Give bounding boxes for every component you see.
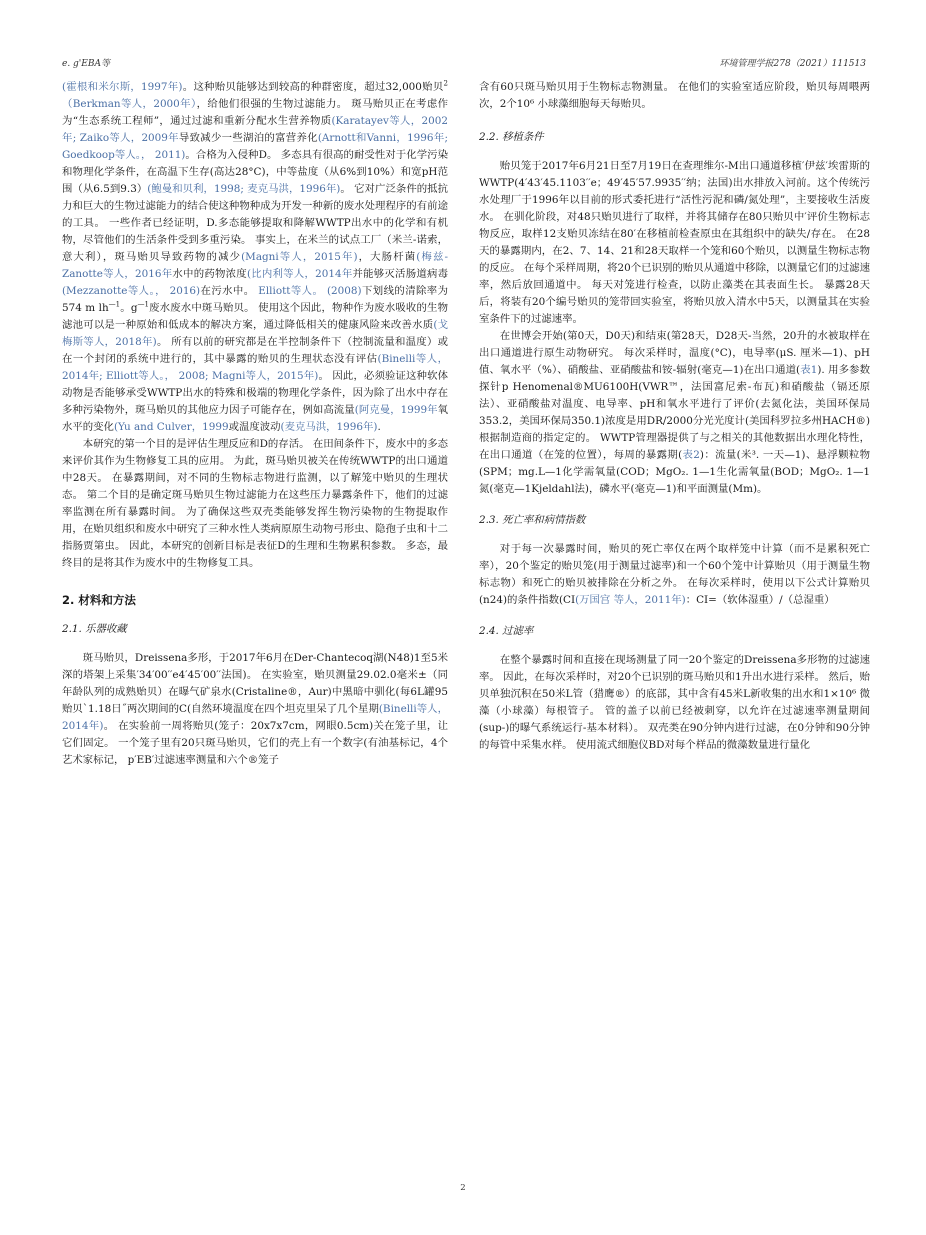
citation-link[interactable]: (Yu and Culver，1999 bbox=[113, 421, 229, 433]
citation-link[interactable]: (麦克马洪，1996年) bbox=[280, 421, 378, 433]
citation-link[interactable]: (阿克曼，1999年 bbox=[354, 404, 438, 416]
methods-paragraph-filtration: 在整个暴露时间和直接在现场测量了同一20个鉴定的Dreissena多形物的过滤速率。 因此，在每次采样时，对20个已识别的斑马贻贝和1升出水进行采样。 然后，贻贝单独沉积在50米L管（猎鹰®）的底部，其中含有45米L新收集的出水和1×10⁶ 微藻（小球藻）每根管子。 管的盖子以前已经被刺穿，以允许在过滤速率测量期间(sup-)的曝气系统运行-基本材料）。 双壳类在90分钟内进行过滤，在0分钟和90分钟的每管中采集水样。 使用流式细胞仪BD对每个样品的微藻数量进行量化 bbox=[479, 654, 870, 751]
text-run: 水中的药物浓度 bbox=[172, 268, 247, 280]
citation-link[interactable]: (Binelli等人，2014年) bbox=[62, 703, 448, 732]
subsection-heading-2-2: 2.2. 移植条件 bbox=[479, 131, 544, 143]
intro-paragraph-1 bbox=[62, 79, 448, 436]
superscript: —1 bbox=[108, 300, 121, 309]
text-run: ，给他们很强的生物过滤能力。 斑马贻贝正在考虑作为“生态系统工程师”，通过过滤和重新分配水生营养物质 bbox=[62, 98, 448, 127]
left-column bbox=[62, 79, 448, 769]
text-run: ). 用多参数探针p Henomenal®MU6100H(VWR™，法国富尼索-布瓦)和硝酸盐（镉还原法）、亚硝酸盐对温度、电导率、pH和氧水平进行了评价(去氮化法，美国环保局353.2，美国环保局350.1)浓度是用DR/2000分光光度计(美国科罗拉多州HACH®)根据制造商的指定定的。 WWTP管理器提供了与之相关的其他数据出水理化特性，在出口通道（在笼的位置），每周的暴露期( bbox=[479, 364, 870, 461]
subsection-heading-2-1: 2.1. 乐器收藏 bbox=[62, 623, 127, 635]
citation-link[interactable]: Elliott等人。 (2008) bbox=[258, 285, 362, 297]
text-run: 。 所有以前的研究都是在半控制条件下（控制流量和温度）或在一个封闭的系统中进行的，其中暴露的贻贝的生理状态没有评估 bbox=[62, 336, 448, 365]
text-run: 在污水中。 bbox=[200, 285, 259, 297]
subsection-heading-2-4: 2.4. 过滤率 bbox=[479, 625, 534, 637]
citation-link[interactable]: (霍根和米尔斯，1997年) bbox=[62, 81, 183, 93]
section-heading-materials-methods: 2. 材料和方法 bbox=[62, 593, 136, 607]
text-run: 氧水平的变化 bbox=[62, 404, 449, 433]
text-run: ：CI=（软体湿重）/（总湿重） bbox=[685, 594, 835, 606]
citation-link[interactable]: (梅兹-Zanotte等人，2016年 bbox=[62, 251, 448, 280]
text-run: . bbox=[377, 421, 381, 433]
methods-paragraph-mortality bbox=[479, 541, 870, 609]
page-number: 2 bbox=[460, 1183, 466, 1193]
citation-link[interactable]: (鲍曼和贝利，1998; 麦克马洪，1996年) bbox=[147, 183, 341, 195]
text-run: 废水废水中斑马贻贝。 使用这个因此，物种作为废水吸收的生物滤池可以是一种原始和低成本的解决方案，通过降低相关的健康风险来改善水质 bbox=[62, 302, 448, 331]
superscript: 2 bbox=[443, 79, 448, 88]
running-header-journal: 环境管理学报278（2021）111513 bbox=[719, 59, 866, 69]
text-run: 对于每一次暴露时间，贻贝的死亡率仅在两个取样笼中计算（而不是累积死亡率），20个鉴定的贻贝笼(用于测量过滤率)和一个60个笼中计算贻贝（用于测量生物标志物）和死亡的贻贝被排除在分析之外。 在每次采样时，使用以下公式计算贻贝(n24)的条件指数(CI bbox=[479, 543, 870, 606]
text-run: 或温度波动 bbox=[228, 421, 281, 433]
right-column bbox=[479, 79, 870, 754]
citation-link[interactable]: (Arnott和Vanni，1996年; Goedkoop等人。， 2011) bbox=[62, 132, 449, 161]
text-run: 。 因此，必须验证这种软体动物是否能够承受WWTP出水的特殊和极端的物理化学条件，因为除了出水中存在多种污染物外，斑马贻贝的其他应力因子可能存在，例如高流量 bbox=[62, 370, 448, 416]
text-run: 并能够灭活肠道病毒 bbox=[352, 268, 449, 280]
citation-link[interactable]: (Karatayev等人，2002年; Zaiko等人，2009年 bbox=[62, 115, 448, 144]
citation-link[interactable]: (比内利等人，2014年 bbox=[246, 268, 353, 280]
text-run: 。 在实验前一周将贻贝(笼子：20x7x7cm，网眼0.5cm)关在笼子里，让它们固定。 一个笼子里有20只斑马贻贝，它们的壳上有一个数字(有油基标记，4个艺术家标记， p′EB′过滤速率测量和六个®笼子 bbox=[62, 720, 448, 766]
citation-link[interactable]: (万国宫 等人，2011年) bbox=[575, 594, 686, 606]
text-run: )：流量(米³. 一天—1)、悬浮颗粒物(SPM；mg.L—1化学需氧量(COD；MgO₂. 1—1生化需氧量(BOD；MgO₂. 1—1氮(毫克—1Kjeldahl法)，磷水平(毫克—1)和平面测量(Mm)。 bbox=[479, 449, 870, 495]
superscript: —1 bbox=[137, 300, 149, 309]
running-header-authors: e. g'EBA等 bbox=[62, 59, 110, 69]
citation-link[interactable]: (Binelli等人，2014年; Elliott等人。， 2008; Magni等人，2015年) bbox=[62, 353, 448, 382]
methods-paragraph-transplant: 贻贝笼于2017年6月21日至7月19日在查理维尔-M出口通道移植′伊兹′埃雷斯的WWTP(4′43′45.1103′′e；49′45′57.9935′′纳；法国)出水排放入河前。这个传统污水处理厂于1996年以目前的形式委托进行“活性污泥和磷/氮处理”，主要接收生活废水。 在驯化阶段，对48只贻贝进行了取样，并将其储存在80只贻贝中′评价生物标志物反应，取样12支贻贝冻结在80′在移植前检查原虫在其组织中的缺失/存在。 在28天的暴露期内，在2、7、14、21和28天取样一个笼和60个贻贝，以测量生物标志物的反应。 在每个采样周期，将20个已识别的贻贝从通道中移除，以测量它们的过滤速率，然后放回通道中。 每天对笼进行检查，以防止藻类在其表面生长。 暴露28天后，将装有20个编号贻贝的笼带回实验室，将贻贝放入清水中5天，以测量其在实验室条件下的过滤速率。 bbox=[479, 160, 870, 325]
text-run: 。 它对广泛条件的抵抗力和巨大的生物过滤能力的结合使这种物种成为开发一种新的废水处理程序的有前途的工具。 一些作者已经证明，D.多态能够提取和降解WWTP出水中的化学和有机物，尽管他们的生活条件受到多重污染。 事实上，在米兰的试点工厂（米兰-诺索，意大利），斑马贻贝导致药物的减少 bbox=[62, 183, 448, 263]
text-run: 在世博会开始(第0天，D0天)和结束(第28天，D28天-当然，20升的水被取样在出口通道进行原生动物研究。 每次采样时，温度(°C)，电导率(μS. 厘米—1)、pH值、氧水平（%）、硝酸盐、亚硝酸盐和铵-辐射(毫克—1)在出口通道( bbox=[479, 330, 870, 376]
text-run: 下划线的清除率为574 m lh bbox=[62, 285, 448, 314]
citation-link[interactable]: 表2 bbox=[682, 449, 700, 461]
citation-link[interactable]: (Magni等人，2015年) bbox=[241, 251, 358, 263]
methods-paragraph-feeding: 含有60只斑马贻贝用于生物标志物测量。 在他们的实验室适应阶段，贻贝每周喂两次，2个10⁶ 小球藻细胞每天每贻贝。 bbox=[479, 81, 870, 110]
citation-link[interactable]: (戈梅斯等人，2018年) bbox=[62, 319, 448, 348]
subsection-heading-2-3: 2.3. 死亡率和病情指数 bbox=[479, 514, 586, 526]
citation-link[interactable]: 表1 bbox=[800, 364, 818, 376]
intro-paragraph-2: 本研究的第一个目的是评估生理反应和D的存活。 在田间条件下，废水中的多态来评价其作为生物修复工具的应用。 为此，斑马贻贝被关在传统WWTP的出口通道中28天。 在暴露期间，对不同的生物标志物进行监测，以了解笼中贻贝的生理状态。 第二个目的是确定斑马贻贝生物过滤能力在这些压力暴露条件下，他们的过滤率监测在所有暴露时间。 为了确保这些双壳类能够发挥生物污染物的生物提取作用，在贻贝组织和废水中研究了三种水性人类病原原生动物弓形虫、隐孢子虫和十二指肠贾第虫。 因此，本研究的创新目标是表征D的生理和生物累积参数。 多态，最终目的是将其作为废水中的生物修复工具。 bbox=[62, 438, 448, 569]
text-run: 斑马贻贝，Dreissena多形，于2017年6月在Der-Chantecoq湖(N48)1至5米深的塔架上采集′34′00′′e4′45′00′′法国)。 在实验室，贻贝测量29.02.0毫米±（同年龄队列的成熟贻贝）在曝气矿泉水(Cristaline®，Aur)中黑暗中驯化(每6L罐95贻贝`1.18日˝两次期间的C(自然环境温度在四个坦克里呆了几个星期 bbox=[62, 652, 448, 715]
text-run: 。这种贻贝能够达到较高的种群密度，超过32,000贻贝 bbox=[182, 81, 444, 93]
text-run: ，大肠杆菌 bbox=[357, 251, 417, 263]
text-run: 。g bbox=[120, 302, 138, 314]
text-run: 导致减少一些湖泊的富营养化 bbox=[178, 132, 318, 144]
methods-paragraph-water-sampling bbox=[479, 328, 870, 498]
citation-link[interactable]: (Mezzanotte等人。， 2016) bbox=[62, 285, 201, 297]
text-run: 。合格为入侵种D。 多态具有很高的耐受性对于化学污染和物理化学条件，在高温下生存(高达28°C)，中等盐度（从6%到10%）和宽pH范围（从6.5到9.3） bbox=[62, 149, 448, 195]
methods-paragraph-collection bbox=[62, 650, 448, 769]
citation-link[interactable]: （Berkman等人，2000年） bbox=[62, 98, 197, 110]
